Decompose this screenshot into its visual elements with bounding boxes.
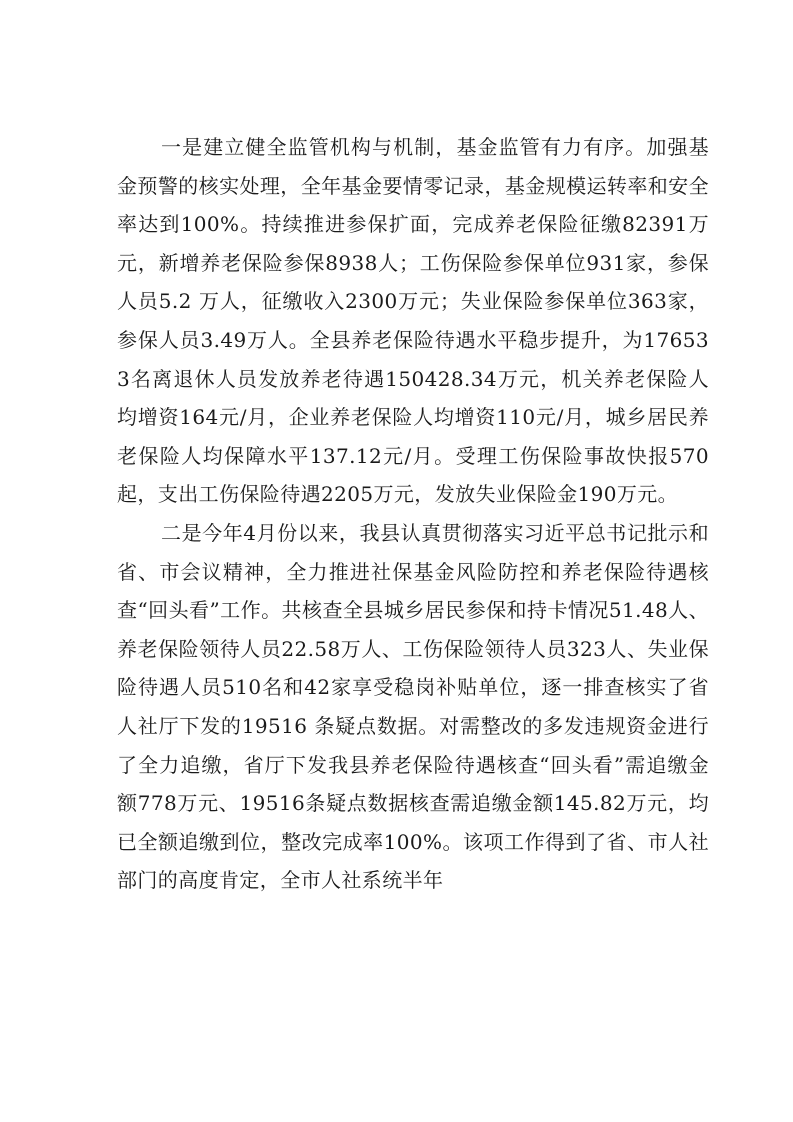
paragraph-2: 二是今年4月份以来，我县认真贯彻落实习近平总书记批示和省、市会议精神，全力推进社保基金风险防控和养老保险待遇核查“回头看”工作。共核查全县城乡居民参保和持卡情况51.48人、养老保险领待人员22.58万人、工伤保险领待人员323人、失业保险待遇人员510名和42家享受稳岗补贴单位，逐一排查核实了省人社厅下发的19516 条疑点数据。对需整改的多发违规资金进行了全力追缴，省厅下发我县养老保险待遇核查“回头看”需追缴金额778万元、19516条疑点数据核查需追缴金额145.82万元，均已全额追缴到位，整改完成率100%。该项工作得到了省、市人社部门的高度肯定，全市人社系统半年 <box>117 520 709 893</box>
body-text <box>117 128 709 900</box>
paragraph-1: 一是建立健全监管机构与机制，基金监管有力有序。加强基金预警的核实处理，全年基金要情零记录，基金规模运转率和安全率达到100%。持续推进参保扩面，完成养老保险征缴82391万元，新增养老保险参保8938人；工伤保险参保单位931家，参保人员5.2 万人，征缴收入2300万元；失业保险参保单位363家，参保人员3.49万人。全县养老保险待遇水平稳步提升，为176533名离退休人员发放养老待遇150428.34万元，机关养老保险人均增资164元/月，企业养老保险人均增资110元/月，城乡居民养老保险人均保障水平137.12元/月。受理工伤保险事故快报570起，支出工伤保险待遇2205万元，发放失业保险金190万元。 <box>117 135 709 507</box>
